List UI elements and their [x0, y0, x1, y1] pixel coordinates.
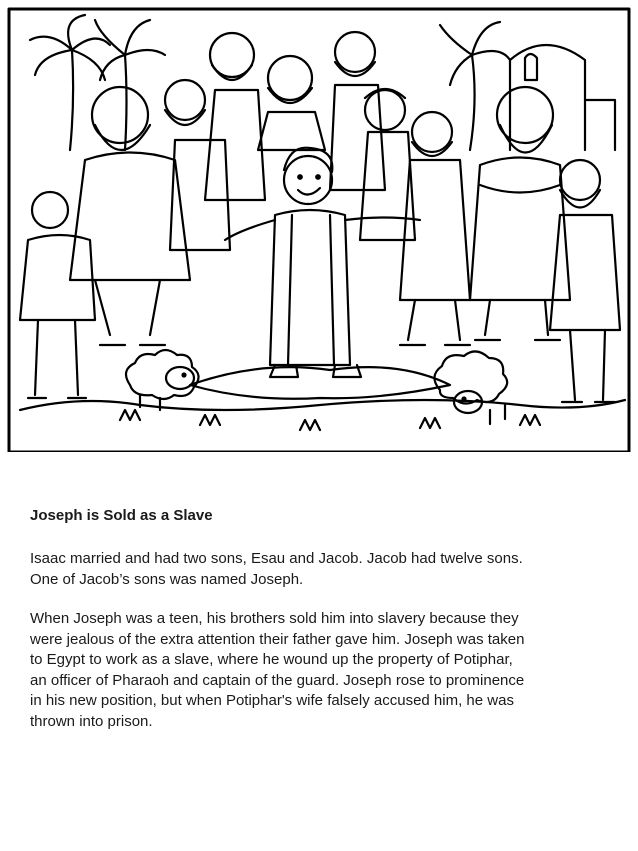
story-title: Joseph is Sold as a Slave [30, 507, 213, 524]
joseph-figure [225, 148, 420, 377]
palm-tree-center [95, 20, 165, 150]
torn-coat [190, 367, 450, 399]
house-building [510, 45, 615, 150]
palm-tree-right [440, 22, 510, 150]
brother-center [258, 56, 325, 150]
grass-tufts [120, 410, 540, 430]
brother-right [400, 112, 470, 345]
sheep-right [434, 351, 507, 424]
brother-back-left [165, 80, 230, 250]
sheep-left [126, 350, 199, 410]
brother-top-right [330, 32, 385, 190]
brother-far-left [20, 192, 95, 398]
brother-top-center-left [205, 33, 265, 200]
story-paragraph-1: Isaac married and had two sons, Esau and Jacob. Jacob had twelve sons. One of Jacob’s sons was named Joseph. [30, 550, 523, 588]
story-text [30, 506, 620, 751]
ground-line [20, 400, 625, 410]
brother-right-large [470, 87, 570, 340]
brother-far-right [550, 160, 620, 402]
story-paragraph-2: When Joseph was a teen, his brothers sold him into slavery because they were jealous of the extra attention their father gave him. Joseph was taken to Egypt to work as a slave, where he wound up the property of Potiphar, an officer of Pharaoh and captain of the guard. Joseph rose to prominence in his new position, but when Potiphar's wife falsely accused him, he was thrown into prison. [30, 610, 525, 730]
